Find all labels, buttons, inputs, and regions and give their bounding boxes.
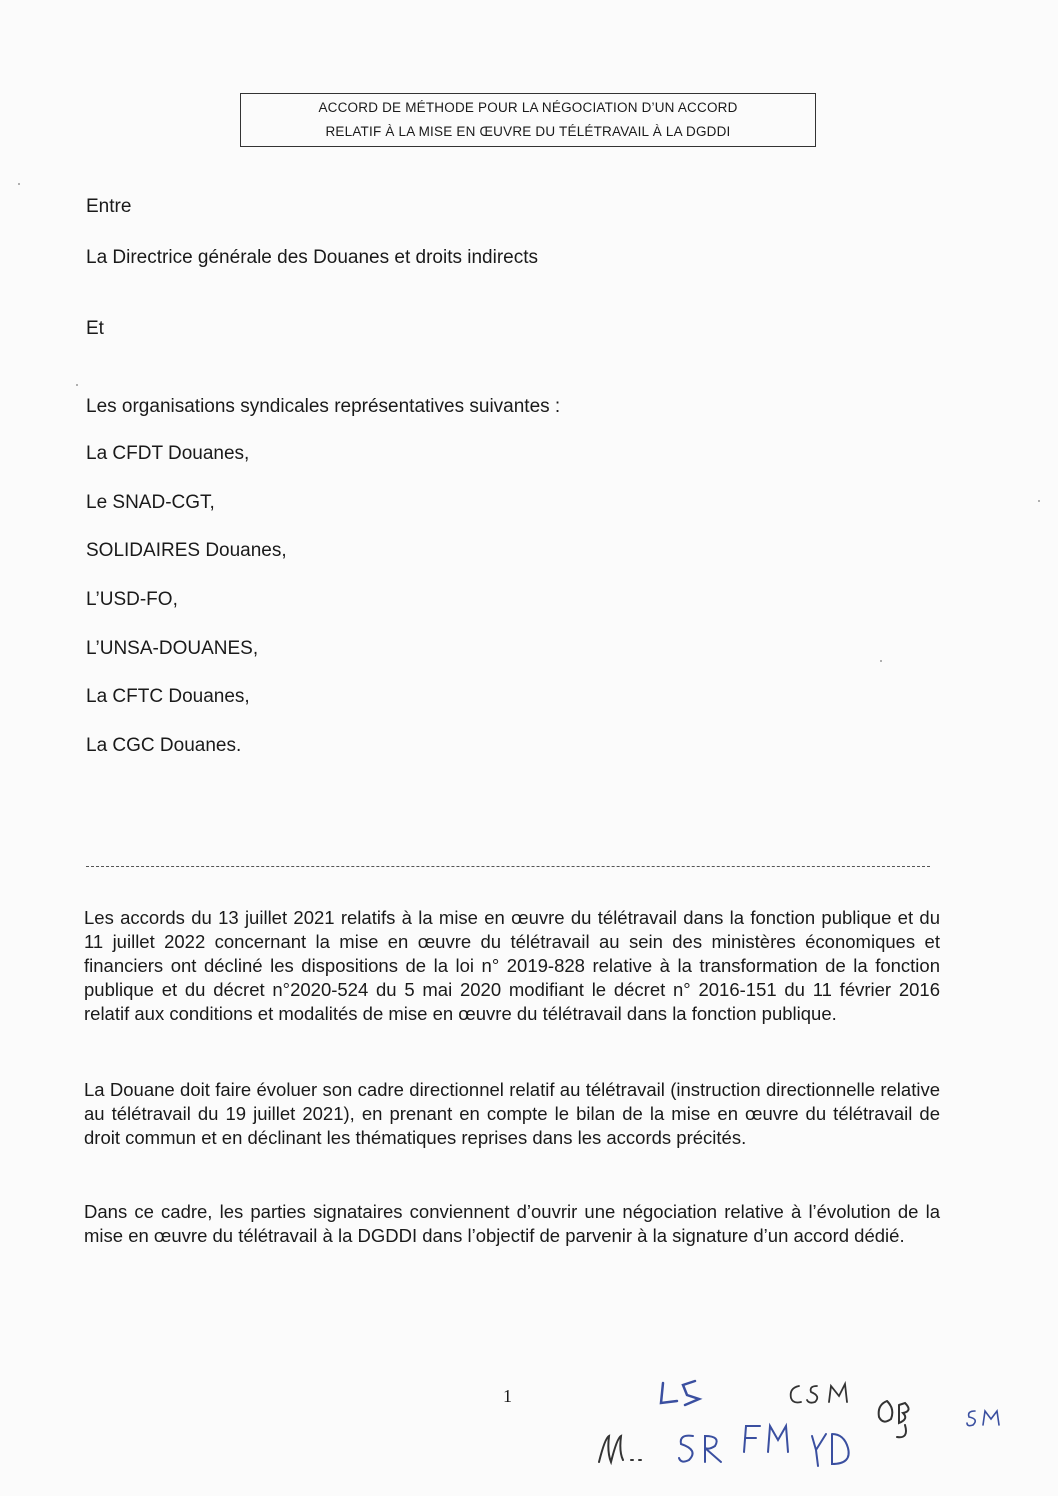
union-item: La CFDT Douanes, xyxy=(86,443,250,464)
scan-speck xyxy=(880,660,882,662)
scan-speck xyxy=(18,183,20,185)
initials-fm xyxy=(740,1420,800,1460)
paragraph-2: La Douane doit faire évoluer son cadre directionnel relatif au télétravail (instruction directionnelle relative au télétravail du 19 juillet 2021), en prenant en compte le bilan de la mise en œuvre du télétravail de droit commun et en déclinant les thématiques reprises dans les accords précités. xyxy=(84,1079,940,1148)
scan-speck xyxy=(1038,500,1040,502)
dashed-separator xyxy=(86,866,930,867)
union-item: L’USD-FO, xyxy=(86,589,178,610)
et-label: Et xyxy=(86,318,104,339)
directrice-line: La Directrice générale des Douanes et droits indirects xyxy=(86,247,539,268)
initials-sm xyxy=(965,1405,1010,1430)
union-item: Le SNAD-CGT, xyxy=(86,492,215,513)
signature-mark xyxy=(595,1428,645,1468)
title-line-1: ACCORD DE MÉTHODE POUR LA NÉGOCIATION D’UN ACCORD xyxy=(318,100,738,115)
union-item: La CFTC Douanes, xyxy=(86,686,250,707)
union-item: La CGC Douanes. xyxy=(86,735,242,756)
paragraph-3: Dans ce cadre, les parties signataires conviennent d’ouvrir une négociation relative à l’évolution de la mise en œuvre du télétravail à la DGDDI dans l’objectif de parvenir à la signature d’un accord dédié. xyxy=(84,1201,940,1246)
entre-label: Entre xyxy=(86,196,132,217)
union-item: SOLIDAIRES Douanes, xyxy=(86,540,287,561)
scan-speck xyxy=(76,384,78,386)
unions-intro: Les organisations syndicales représentatives suivantes : xyxy=(86,396,561,417)
initials-ls xyxy=(655,1375,715,1415)
initials-csm xyxy=(785,1380,855,1410)
title-box xyxy=(240,93,816,147)
initials-sr xyxy=(675,1430,735,1470)
initials-yd xyxy=(808,1430,858,1475)
union-item: L’UNSA-DOUANES, xyxy=(86,638,259,659)
page-number: 1 xyxy=(503,1386,512,1406)
paragraph-1: Les accords du 13 juillet 2021 relatifs à la mise en œuvre du télétravail dans la fonction publique et du 11 juillet 2022 concernant la mise en œuvre du télétravail au sein des ministères économiques et financiers ont décliné les dispositions de la loi n° 2019-828 relative à la transformation de la fonction publique et du décret n°2020-524 du 5 mai 2020 modifiant le décret n° 2016-151 du 11 février 2016 relatif aux conditions et modalités de mise en œuvre du télétravail dans la fonction publique. xyxy=(84,907,940,1024)
title-line-2: RELATIF À LA MISE EN ŒUVRE DU TÉLÉTRAVAIL À LA DGDDI xyxy=(325,124,731,139)
initials-ob xyxy=(875,1395,935,1445)
